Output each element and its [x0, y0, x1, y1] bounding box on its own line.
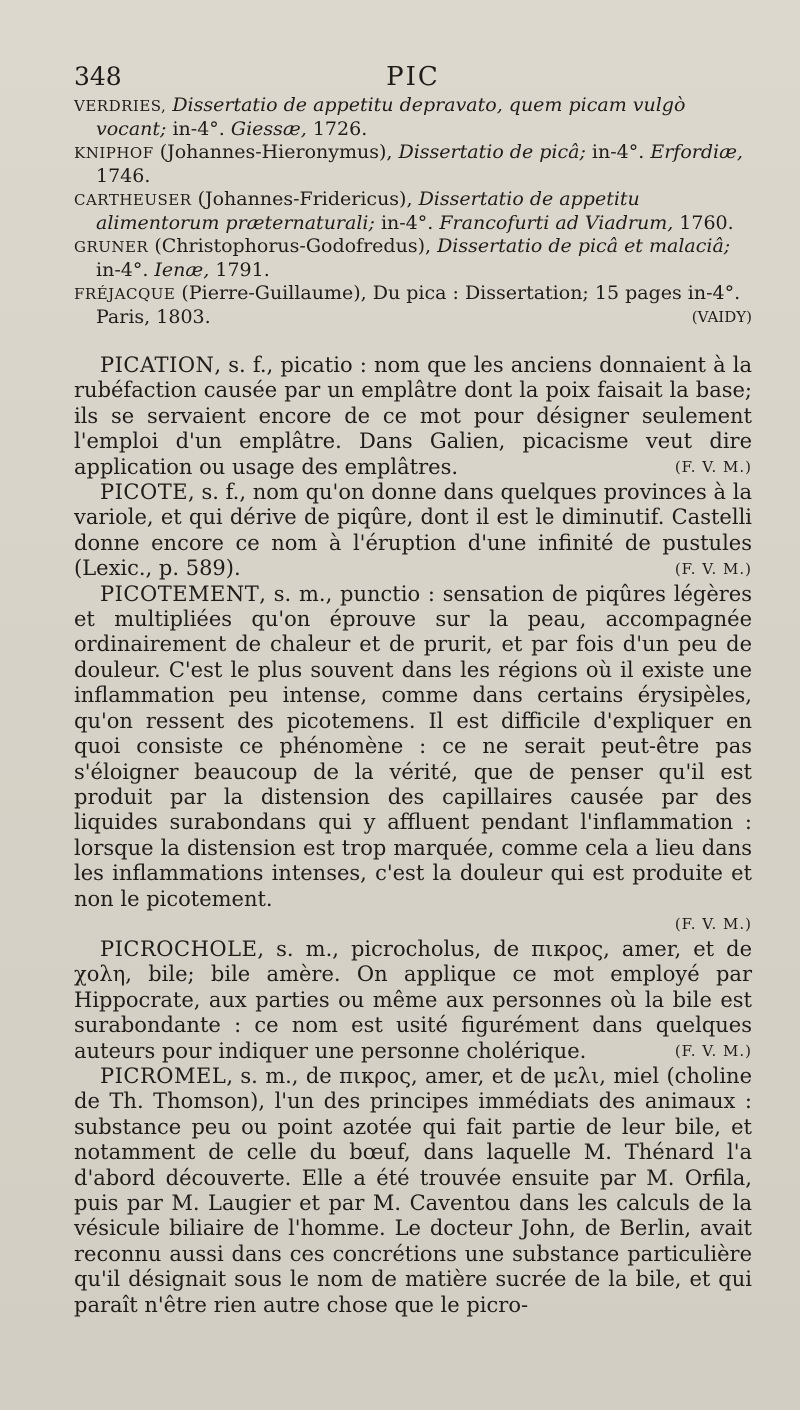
headword: PICOTEMENT	[100, 581, 260, 606]
dictionary-articles	[74, 353, 752, 1318]
article-picromel	[74, 1064, 752, 1318]
article-body: , s. f., nom qu'on donne dans quelques provinces à la variole, et qui dérive de piqûre, dont il est le diminutif. Castelli donne encore ce nom à l'éruption d'une infinité de pustules (Lexic., p. 589).	[74, 480, 752, 581]
article-body: , s. m., punctio : sensation de piqûres légères et multipliées qu'on éprouve sur la peau, accompagnée ordinairement de chaleur et de prurit, et par fois d'un peu de douleur. C'est le plus souvent dans les régions où il existe une inflammation peu intense, comme dans certains érysipèles, qu'on ressent des picotemens. Il est difficile d'expliquer en quoi consiste ce phénomène : ce ne serait peut-être pas s'éloigner beaucoup de la vérité, que de penser qu'il est produit par la distension des capillaires causée par des liquides surabondans qui y affluent pendant l'inflammation : lorsque la distension est trop marquée, comme cela a lieu dans les inflammations intenses, c'est la douleur qui est produite et non le picotement.	[74, 581, 752, 911]
page-number: 348	[74, 62, 122, 91]
bib-entry: VERDRIES, Dissertatio de appetitu depravato, quem picam vulgò vocant; in-4°. Giessæ, 1726.	[74, 94, 686, 140]
article-signature: (F. V. M.)	[674, 559, 752, 578]
article-signature: (F. V. M.)	[674, 458, 752, 477]
article-body: , s. f., picatio : nom que les anciens donnaient à la rubéfaction causée par un emplâtre dont la poix faisait la base; ils se servaient encore de ce mot pour désigner seulement l'emploi d'un emplâtre. Dans Galien, picacisme veut dire application ou usage des emplâtres.	[74, 353, 752, 479]
bibliography	[74, 94, 752, 329]
article-body: , s. m., de πικρος, amer, et de μελι, miel (choline de Th. Thomson), l'un des principes immédiats des animaux : substance peu ou point azotée qui fait partie de leur bile, et notamment de celle du bœuf, dans laquelle M. Thénard l'a d'abord découverte. Elle a été trouvée ensuite par M. Orfila, puis par M. Laugier et par M. Caventou dans les calculs de la vésicule biliaire de l'homme. Le docteur John, de Berlin, avait reconnu aussi dans ces concrétions une substance particulière qu'il désignait sous le nom de matière sucrée de la bile, et qui paraît n'être rien autre chose que le picro-	[74, 1063, 752, 1317]
bib-entry: CARTHEUSER (Johannes-Fridericus), Dissertatio de appetitu alimentorum præternaturali; in-4°. Francofurti ad Viadrum, 1760.	[74, 188, 734, 234]
article-signature: (F. V. M.)	[674, 914, 752, 933]
bib-entry: FRÉJACQUE (Pierre-Guillaume), Du pica : Dissertation; 15 pages in-4°. Paris, 1803.	[74, 282, 741, 328]
article-picotement	[74, 582, 752, 912]
bib-entry: GRUNER (Christophorus-Godofredus), Dissertatio de picâ et malaciâ; in-4°. Ienæ, 1791.	[74, 235, 731, 281]
headword: PICATION	[100, 353, 215, 377]
article-body: , s. m., picrocholus, de πικρος, amer, et de χολη, bile; bile amère. On applique ce mot employé par Hippocrate, aux parties ou même aux personnes où la bile est surabondante : ce nom est usité figurément dans quelques auteurs pour indiquer une personne cholérique.	[74, 936, 752, 1063]
bib-entry: KNIPHOF (Johannes-Hieronymus), Dissertatio de picâ; in-4°. Erfordiæ, 1746.	[74, 141, 743, 187]
headword: PICOTE	[100, 480, 189, 505]
page-header	[74, 62, 752, 92]
article-signature: (F. V. M.)	[674, 1041, 752, 1060]
bibliography-signature: (VAIDY)	[691, 308, 752, 326]
headword: PICROMEL	[100, 1063, 227, 1088]
running-head: PIC	[386, 62, 440, 92]
headword: PICROCHOLE	[100, 936, 258, 961]
